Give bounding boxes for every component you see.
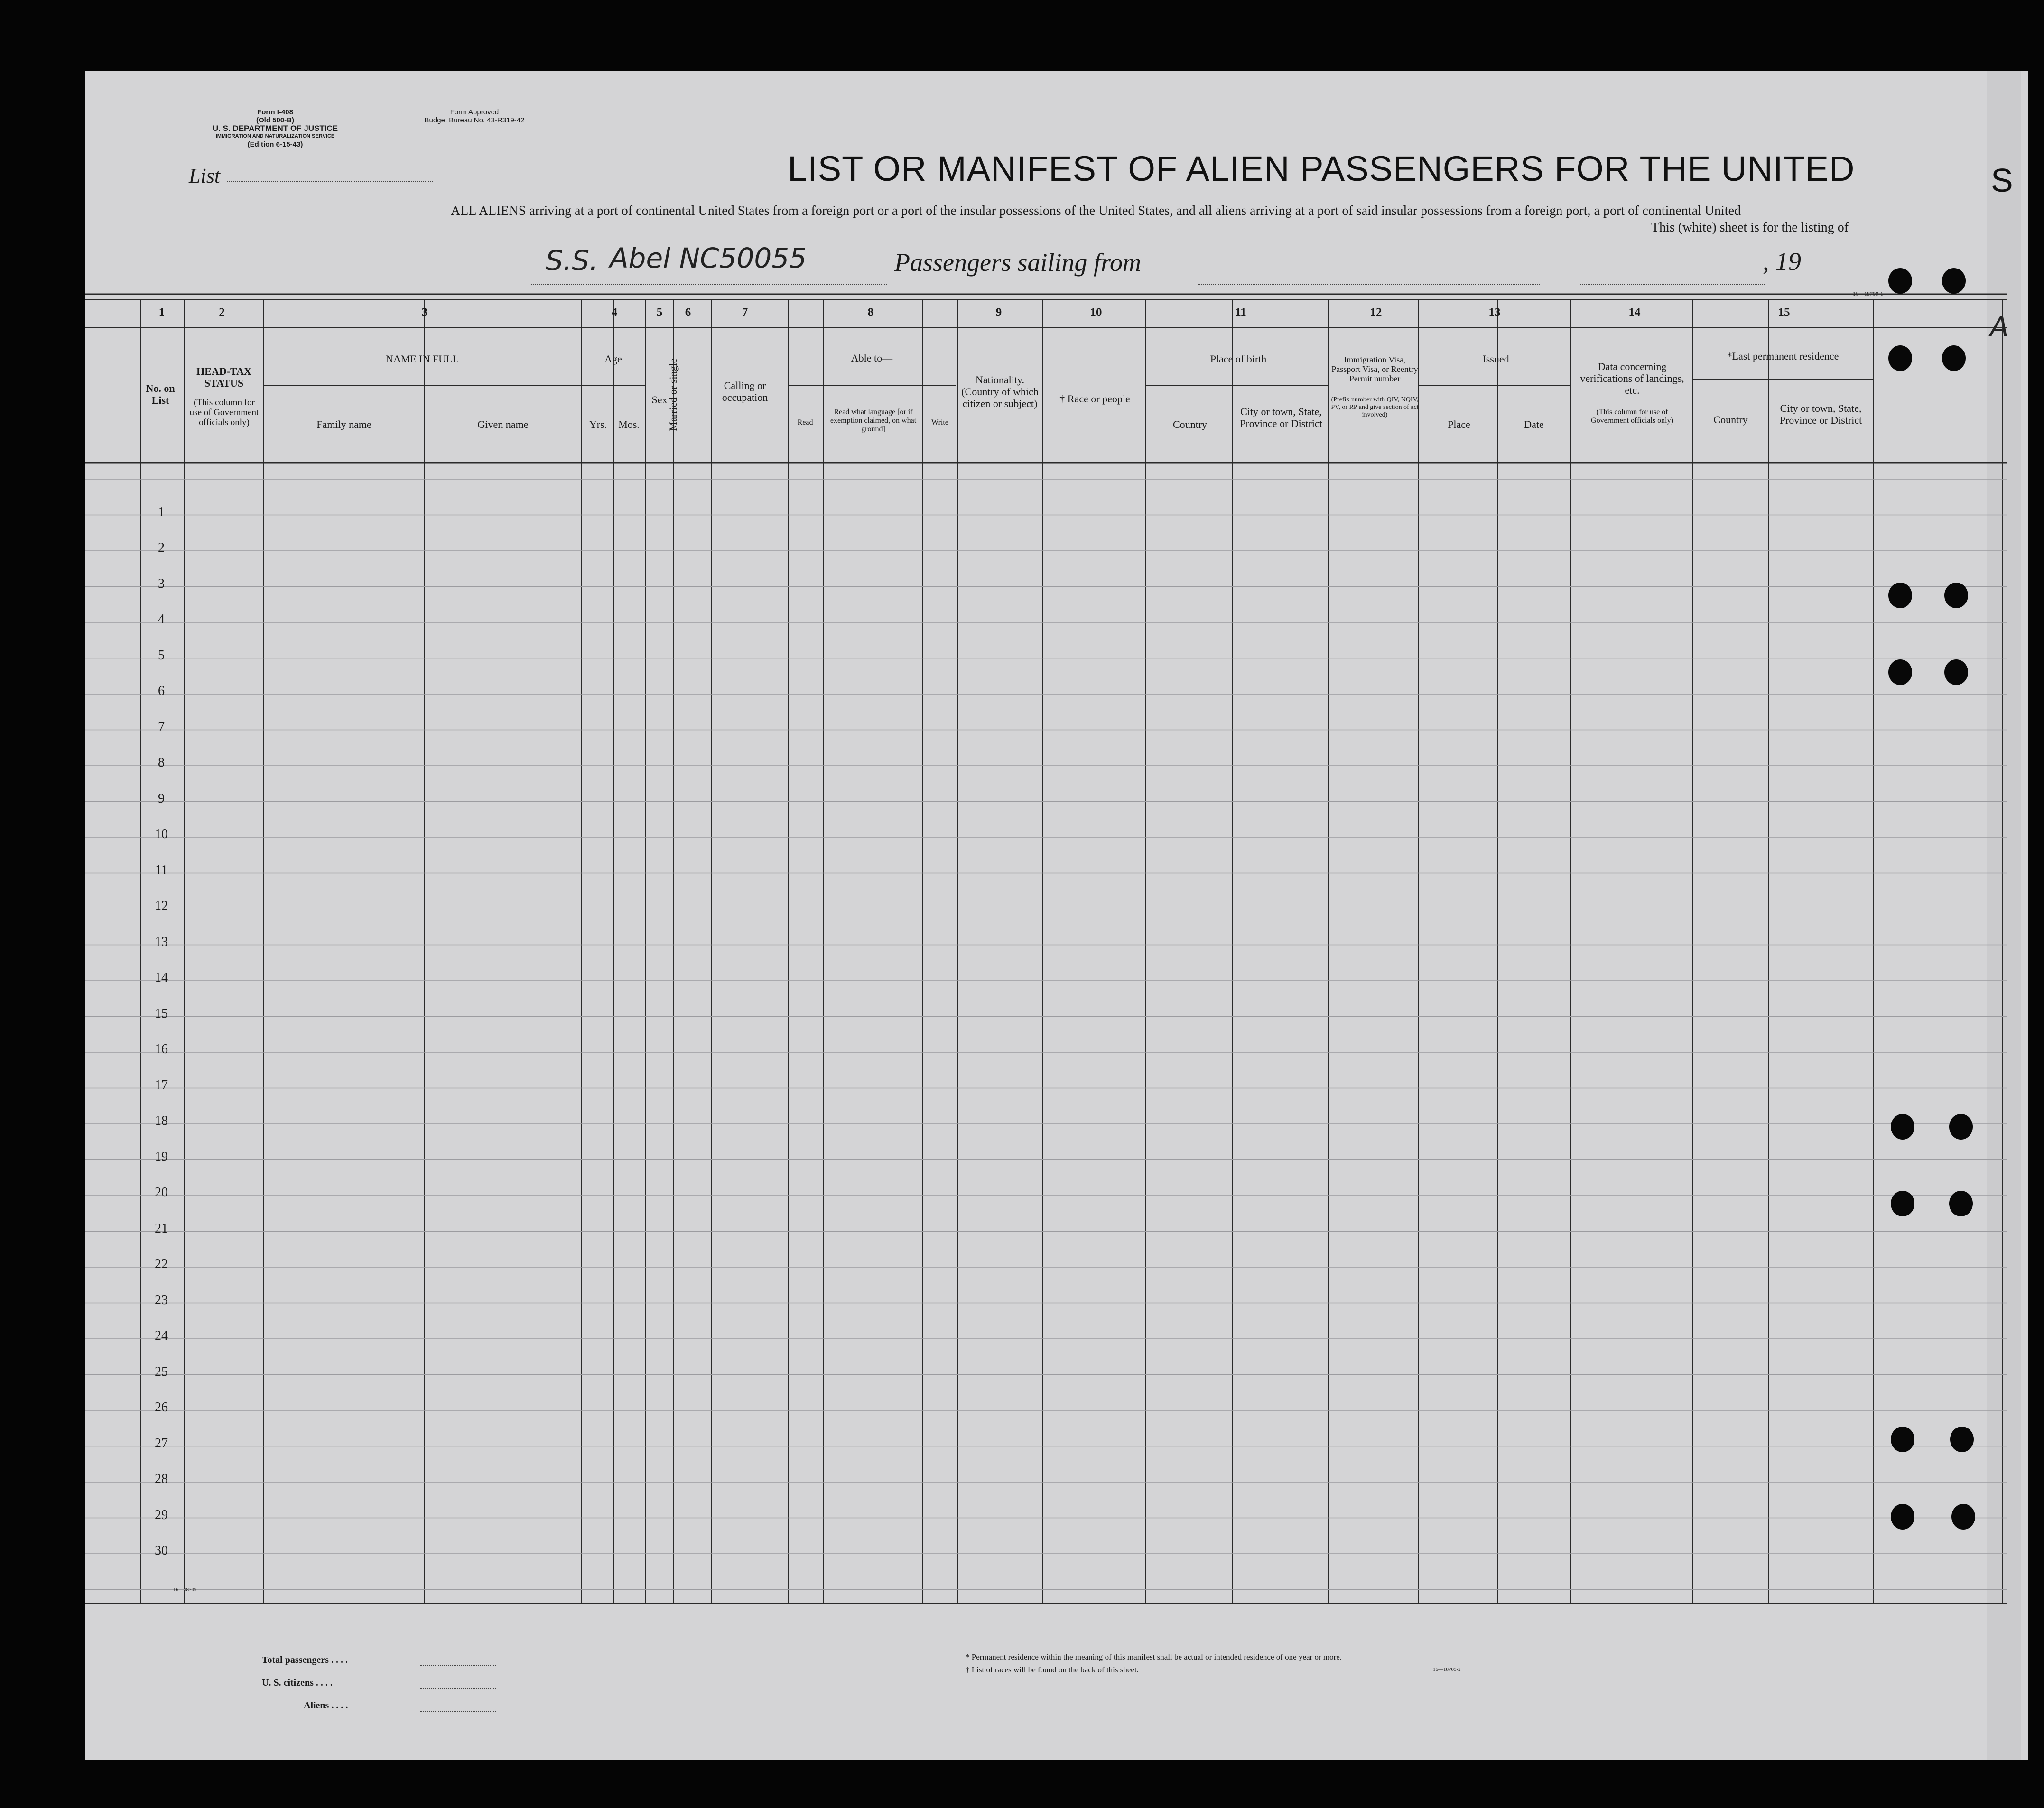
punch-hole: [1944, 583, 1968, 608]
header-date: Date: [1524, 418, 1544, 430]
row-number: 1: [158, 504, 165, 519]
row-number: 14: [155, 970, 168, 985]
row-number: 22: [155, 1257, 168, 1271]
aliens-field[interactable]: [420, 1711, 496, 1712]
colnum-11: 11: [1235, 306, 1246, 319]
service-name: IMMIGRATION AND NATURALIZATION SERVICE: [215, 133, 335, 139]
vessel-name-handwritten: Abel NC50055: [610, 242, 807, 274]
punch-hole: [1950, 1427, 1974, 1452]
colnum-13: 13: [1488, 306, 1501, 319]
header-visa-note: (Prefix number with QIV, NQIV, PV, or RP and give section of act involved): [1331, 396, 1419, 418]
colnum-8: 8: [867, 306, 874, 319]
header-data-concerning: Data concerning verifications of landings, etc.: [1580, 361, 1684, 396]
list-label: List: [189, 164, 221, 187]
total-passengers-field[interactable]: [420, 1665, 496, 1666]
header-nationality: Nationality. (Country of which citizen or subject): [961, 374, 1039, 409]
punch-hole: [1891, 1114, 1914, 1140]
header-head-tax: HEAD-TAX STATUS: [196, 365, 251, 389]
row-number: 12: [155, 899, 168, 913]
edge-vessel-fragment: A: [1990, 311, 2009, 343]
colnum-7: 7: [742, 306, 748, 319]
colnum-5: 5: [656, 306, 663, 319]
header-issued: Issued: [1482, 353, 1509, 365]
footnote-residence: * Permanent residence within the meaning of this manifest shall be actual or intended residence of one year or more.: [966, 1652, 1342, 1661]
row-number: 24: [155, 1328, 168, 1343]
punch-hole: [1888, 583, 1912, 608]
row-number: 10: [155, 827, 168, 842]
header-age: Age: [604, 353, 622, 365]
row-number: 3: [158, 576, 165, 591]
header-mos: Mos.: [618, 418, 640, 430]
form-approved: Form Approved: [450, 108, 499, 116]
row-number: 19: [155, 1149, 168, 1164]
punch-hole: [1942, 345, 1966, 371]
row-number: 16: [155, 1042, 168, 1057]
row-number: 2: [158, 540, 165, 555]
row-number: 9: [158, 791, 165, 806]
row-number: 17: [155, 1077, 168, 1093]
header-read: Read: [797, 418, 813, 427]
punch-hole: [1949, 1191, 1973, 1216]
subtitle-line-2: This (white) sheet is for the listing of: [1651, 220, 1849, 235]
header-able-to: Able to—: [851, 352, 893, 364]
header-data-note: (This column for use of Government officials only): [1591, 408, 1673, 425]
edge-title-fragment: S: [1991, 162, 2014, 199]
punch-hole: [1942, 268, 1966, 294]
old-form-number: (Old 500-B): [256, 116, 294, 124]
aliens-label: Aliens . . . .: [304, 1700, 348, 1711]
punch-hole: [1944, 659, 1968, 685]
punch-hole: [1891, 1191, 1914, 1216]
us-citizens-label: U. S. citizens . . . .: [262, 1678, 333, 1688]
row-number: 8: [158, 755, 165, 770]
page-title: LIST OR MANIFEST OF ALIEN PASSENGERS FOR THE UNITED: [788, 149, 1855, 188]
header-read-language: Read what language [or if exemption claimed, on what ground]: [830, 408, 917, 433]
row-number: 21: [155, 1221, 168, 1236]
colnum-4: 4: [611, 306, 618, 319]
department-name: U. S. DEPARTMENT OF JUSTICE: [212, 124, 338, 133]
header-sex: Sex: [651, 394, 668, 406]
row-number: 4: [158, 612, 165, 627]
row-number: 23: [155, 1292, 168, 1307]
colnum-9: 9: [995, 306, 1002, 319]
row-number: 5: [158, 648, 165, 663]
punch-hole: [1888, 345, 1912, 371]
row-number: 26: [155, 1400, 168, 1415]
sailing-from-label: Passengers sailing from: [894, 248, 1142, 277]
row-number: 20: [155, 1185, 168, 1200]
header-head-tax-note: (This column for use of Government officials only): [189, 398, 259, 427]
print-code-top: 16—18709-1: [1853, 290, 1883, 297]
header-married-single: Married or single: [667, 358, 679, 431]
header-yrs: Yrs.: [589, 418, 607, 430]
header-write: Write: [931, 418, 948, 427]
colnum-10: 10: [1090, 306, 1102, 319]
budget-number: Budget Bureau No. 43-R319-42: [424, 116, 525, 124]
row-number: 30: [155, 1543, 168, 1558]
colnum-3: 3: [421, 306, 428, 319]
header-country: Country: [1172, 418, 1208, 430]
edition: (Edition 6-15-43): [247, 140, 303, 148]
colnum-15: 15: [1778, 306, 1790, 319]
header-city: City or town, State, Province or District: [1240, 406, 1322, 429]
header-family-name: Family name: [316, 418, 372, 430]
colnum-6: 6: [685, 306, 691, 319]
total-passengers-label: Total passengers . . . .: [262, 1655, 348, 1665]
row-number: 25: [155, 1364, 168, 1379]
header-given-name: Given name: [477, 418, 529, 430]
punch-hole: [1951, 1504, 1975, 1530]
header-race: † Race or people: [1059, 393, 1130, 405]
us-citizens-field[interactable]: [420, 1688, 496, 1689]
year-label: , 19: [1763, 247, 1801, 276]
footnote-races: † List of races will be found on the back of this sheet.: [966, 1665, 1139, 1674]
subtitle-line-1: ALL ALIENS arriving at a port of continental United States from a foreign port or a port of the insular possessions of the United States, and all aliens arriving at a port of said insular possessions from a foreign port, a port of continental United: [451, 204, 1741, 218]
row-number: 29: [155, 1507, 168, 1522]
punch-hole: [1949, 1114, 1973, 1140]
punch-hole: [1888, 268, 1912, 294]
header-place-of-birth: Place of birth: [1210, 353, 1267, 365]
punch-hole: [1891, 1427, 1914, 1452]
row-number: 28: [155, 1472, 168, 1486]
row-number: 11: [155, 862, 168, 878]
row-number: 7: [158, 719, 165, 734]
header-calling: Calling or occupation: [722, 380, 768, 403]
row-number: 15: [155, 1006, 168, 1021]
header-city-residence: City or town, State, Province or District: [1779, 402, 1862, 426]
colnum-1: 1: [158, 306, 165, 319]
row-number: 27: [155, 1436, 168, 1451]
print-code-foot: 16—18709-2: [1433, 1667, 1461, 1672]
header-no-on-list: No. on List: [146, 382, 175, 406]
print-code: 16—18709: [173, 1587, 197, 1593]
header-last-residence: *Last permanent residence: [1727, 350, 1839, 362]
punch-hole: [1888, 659, 1912, 685]
colnum-12: 12: [1370, 306, 1382, 319]
punch-hole: [1891, 1504, 1914, 1530]
row-number: 18: [155, 1113, 168, 1128]
row-number: 6: [158, 684, 165, 698]
colnum-14: 14: [1628, 306, 1641, 319]
colnum-2: 2: [219, 306, 225, 319]
row-number: 13: [155, 934, 168, 949]
vessel-prefix: S.S.: [546, 244, 598, 277]
form-number: Form I-408: [257, 108, 293, 116]
header-visa: Immigration Visa, Passport Visa, or Reentry Permit number: [1331, 355, 1418, 383]
header-name-in-full: NAME IN FULL: [386, 353, 459, 365]
header-place: Place: [1448, 418, 1470, 430]
header-country-residence: Country: [1713, 414, 1748, 426]
